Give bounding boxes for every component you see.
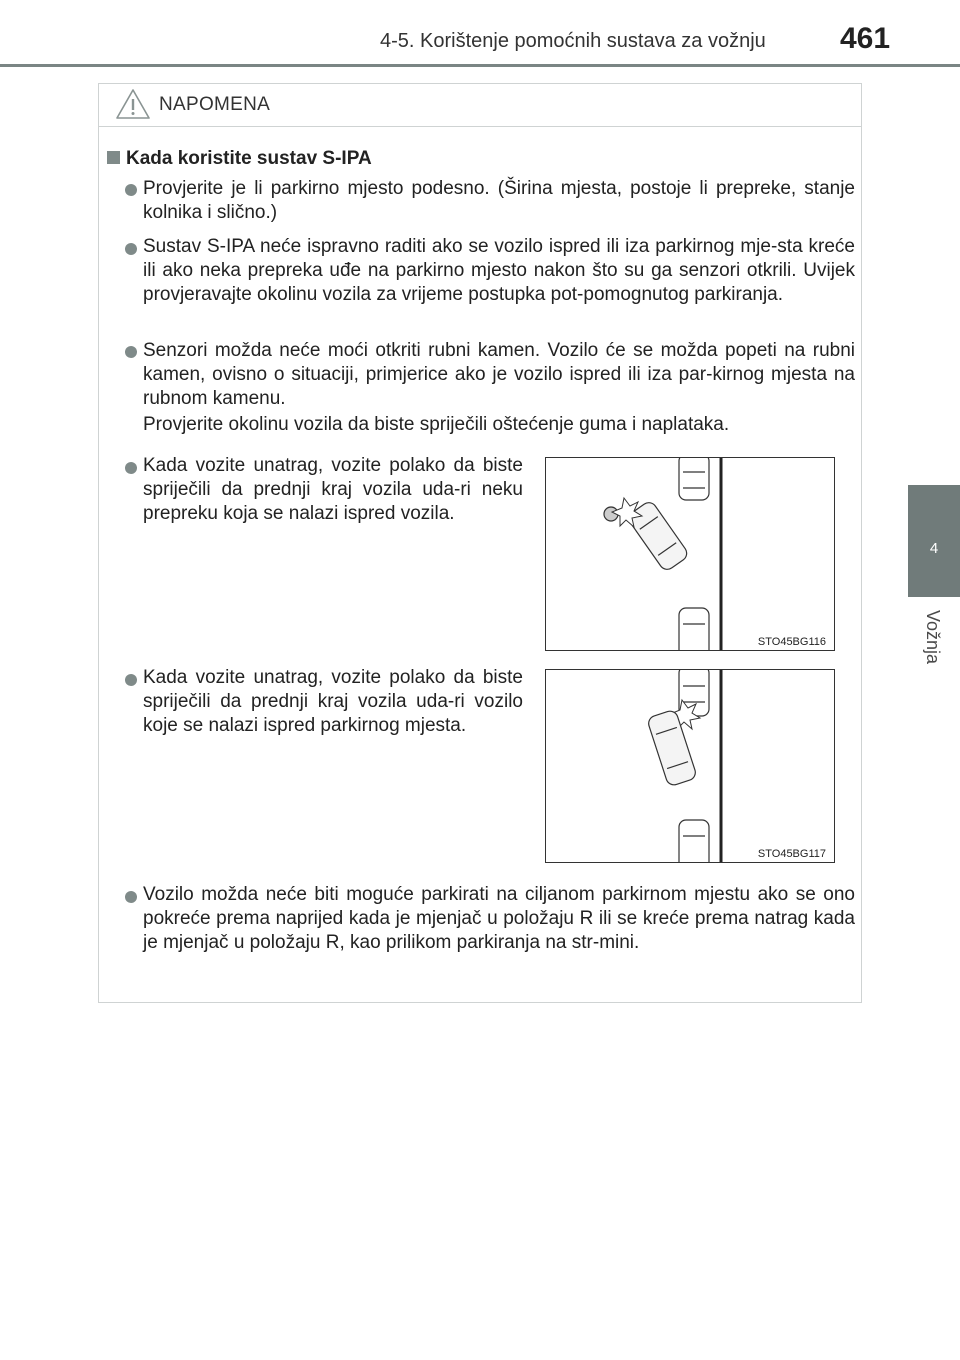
square-bullet-icon [107,151,120,164]
bullet-dot-icon [125,891,137,903]
warning-triangle-icon [115,88,151,120]
list-item: Sustav S-IPA neće ispravno raditi ako se vozilo ispred ili iza parkirnog mje-sta kreće ili ako neka prepreka uđe na parkirno mjesto nakon što su ga senzori otkrili. Uvijek provjeravajte okolinu vozila za vrijeme postupka pot-pomognutog parkiranja. [143,236,855,305]
header-divider [0,64,960,67]
list-item: Kada vozite unatrag, vozite polako da biste spriječili da prednji kraj vozila uda-ri neku prepreku koja se nalazi ispred vozila. [143,455,523,524]
page-header-title: 4-5. Korištenje pomoćnih sustava za vožnju [380,30,766,52]
section-heading [107,148,372,170]
bullet-dot-icon [125,462,137,474]
bullet-dot-icon [125,346,137,358]
bullet-dot-icon [125,674,137,686]
illustration-obstacle [545,457,835,651]
bullet-dot-icon [125,184,137,196]
notice-box [98,83,862,1003]
figure-code: STO45BG117 [757,848,826,860]
section-heading-text: Kada koristite sustav S-IPA [126,148,372,169]
notice-header [99,84,861,127]
list-item: Kada vozite unatrag, vozite polako da biste spriječili da prednji kraj vozila uda-ri vozilo koje se nalazi ispred parkirnog mjesta. [143,667,523,736]
figure-code: STO45BG116 [757,636,826,648]
list-item: Senzori možda neće moći otkriti rubni kamen. Vozilo će se možda popeti na rubni kamen, ovisno o situaciji, primjerice ako je vozilo ispred ili iza par-kirnog mjesta na rubnom kamenu. [143,340,855,409]
page-number: 461 [840,22,891,55]
chapter-tab-label: Vožnja [923,610,943,665]
chapter-tab-number: 4 [929,540,939,557]
list-item: Provjerite je li parkirno mjesto podesno. (Širina mjesta, postoje li prepreke, stanje kolnika i slično.) [143,178,855,223]
chapter-tab [908,485,960,597]
list-item: Vozilo možda neće biti moguće parkirati na ciljanom parkirnom mjestu ako se ono pokreće prema naprijed kada je mjenjač u položaju R ili se kreće prema natrag kada je mjenjač u položaju R, kao prilikom parkiranja na str-mini. [143,884,855,953]
list-item-continuation: Provjerite okolinu vozila da biste spriječili oštećenje guma i naplataka. [143,414,730,435]
illustration-vehicle-ahead [545,669,835,863]
bullet-dot-icon [125,243,137,255]
notice-title: NAPOMENA [159,94,271,115]
